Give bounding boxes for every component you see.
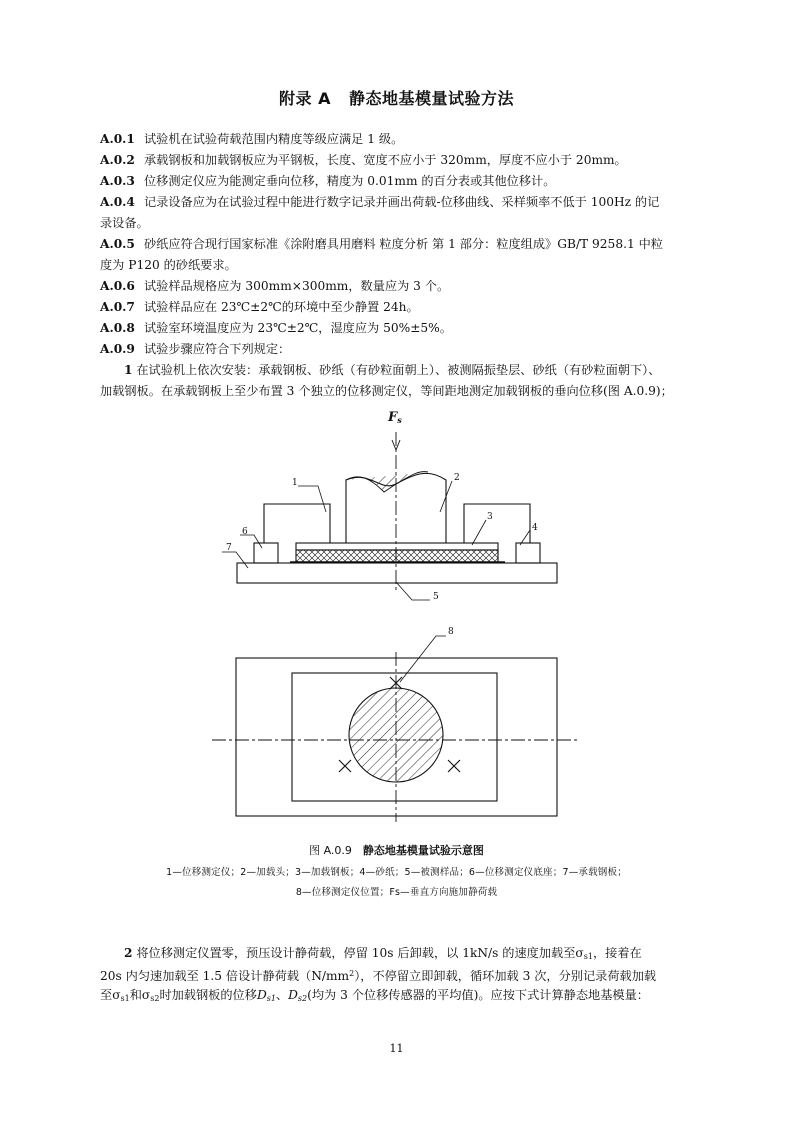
sigma-s1: $\sigma_{s1}$ [575, 946, 593, 961]
bearing-plate [237, 563, 557, 583]
callout-5: 5 [433, 592, 439, 602]
force-label: $F_s$ [388, 410, 402, 425]
loading-plate [296, 543, 498, 550]
clause-number: A.0.4 [100, 195, 135, 209]
displacement-d-s1: $D_{s1}$ [256, 988, 276, 1003]
caption-text: 静态地基模量试验示意图 [362, 844, 484, 857]
gauge-position-right [448, 760, 460, 772]
gauge-base-left [254, 543, 278, 563]
step1-text-1: 在试验机上依次安装：承载钢板、砂纸（有砂粒面朝上）、被测隔振垫层、砂纸（有砂粒面朝下）、 [136, 363, 661, 377]
figure-legend-line1: 1—位移测定仪；2—加载头；3—加载钢板；4—砂纸；5—被测样品；6—位移测定仪底座；7—承载钢板； [166, 867, 627, 878]
clause-a04-continued: 录设备。 [100, 216, 149, 230]
clause-text: 试验室环境温度应为 23℃±2℃，湿度应为 50%±5%。 [144, 321, 452, 335]
step2-number: 2 [124, 946, 133, 960]
gauge-base-right [516, 543, 540, 563]
title-prefix: 附录 A [279, 89, 331, 108]
callout-1: 1 [292, 478, 298, 488]
caption-prefix: 图 A.0.9 [309, 844, 352, 857]
page-number: 11 [389, 1042, 404, 1055]
step2-line3: 至$\sigma_{s1}$和$\sigma_{s2}$时加载钢板的位移$D_{s1}$、$D_{s2}$(均为 3 个位移传感器的平均值)。应按下式计算静态地基模量： [100, 988, 649, 1003]
title-text: 静态地基模量试验方法 [348, 89, 514, 108]
gauge-arm-right [464, 504, 530, 543]
callout-2: 2 [454, 473, 460, 483]
callout-6: 6 [242, 527, 248, 537]
step2-line1: 2 将位移测定仪置零，预压设计静荷载，停留 10s 后卸载，以 1kN/s 的速度加载至$\sigma_{s1}$，接着在 [124, 946, 642, 961]
clause-number: A.0.6 [100, 279, 135, 293]
sigma-s1-ref: $\sigma_{s1}$ [112, 988, 130, 1003]
clause-number: A.0.8 [100, 321, 135, 335]
step1-number: 1 [124, 363, 133, 377]
clause-number: A.0.5 [100, 237, 135, 251]
clause-text: 试验样品规格应为 300mm×300mm，数量应为 3 个。 [144, 279, 450, 293]
sigma-s2-ref: $\sigma_{s2}$ [141, 988, 160, 1003]
step1-line2: 加载钢板。在承载钢板上至少布置 3 个独立的位移测定仪，等间距地测定加载钢板的垂向位移(图 A.0.9)； [100, 384, 673, 398]
callout-3: 3 [487, 512, 493, 522]
clause-text: 记录设备应为在试验过程中能进行数字记录并画出荷载-位移曲线、采样频率不低于 100Hz 的记 [144, 195, 660, 209]
clause-text: 砂纸应符合现行国家标准《涂附磨具用磨料 粒度分析 第 1 部分：粒度组成》GB/T 9258.1 中粒 [144, 237, 663, 251]
clause-text: 试验步骤应符合下列规定： [144, 342, 291, 356]
clause-number: A.0.9 [100, 342, 135, 356]
figure-caption [0, 842, 793, 858]
callout-8: 8 [448, 627, 454, 637]
clause-number: A.0.1 [100, 132, 135, 146]
figure-legend-line2: 8—位移测定仪位置；Fs—垂直方向施加静荷载 [295, 887, 498, 898]
displacement-d-s2: $D_{s2}$ [288, 988, 308, 1003]
gauge-arm-left [264, 504, 330, 543]
clause-number: A.0.2 [100, 153, 135, 167]
gauge-position-left [339, 760, 351, 772]
callout-7: 7 [226, 543, 232, 553]
callout-4: 4 [532, 523, 538, 533]
step2-line2: 20s 内匀速加载至 1.5 倍设计静荷载$(N/mm^2)$，不停留立即卸载，循环加载 3 次，分别记录荷载加载 [100, 969, 657, 983]
test-specimen [296, 550, 498, 562]
clause-a05-continued: 度为 P120 的砂纸要求。 [100, 258, 237, 272]
clause-number: A.0.7 [100, 300, 135, 314]
clause-text: 位移测定仪应为能测定垂向位移，精度为 0.01mm 的百分表或其他位移计。 [144, 174, 556, 188]
clause-text: 承载钢板和加载钢板应为平钢板，长度、宽度不应小于 320mm，厚度不应小于 20mm。 [144, 153, 627, 167]
clause-number: A.0.3 [100, 174, 135, 188]
clause-text: 试验样品应在 23℃±2℃的环境中至少静置 24h。 [144, 300, 419, 314]
clause-text: 试验机在试验荷载范围内精度等级应满足 1 级。 [144, 132, 404, 146]
